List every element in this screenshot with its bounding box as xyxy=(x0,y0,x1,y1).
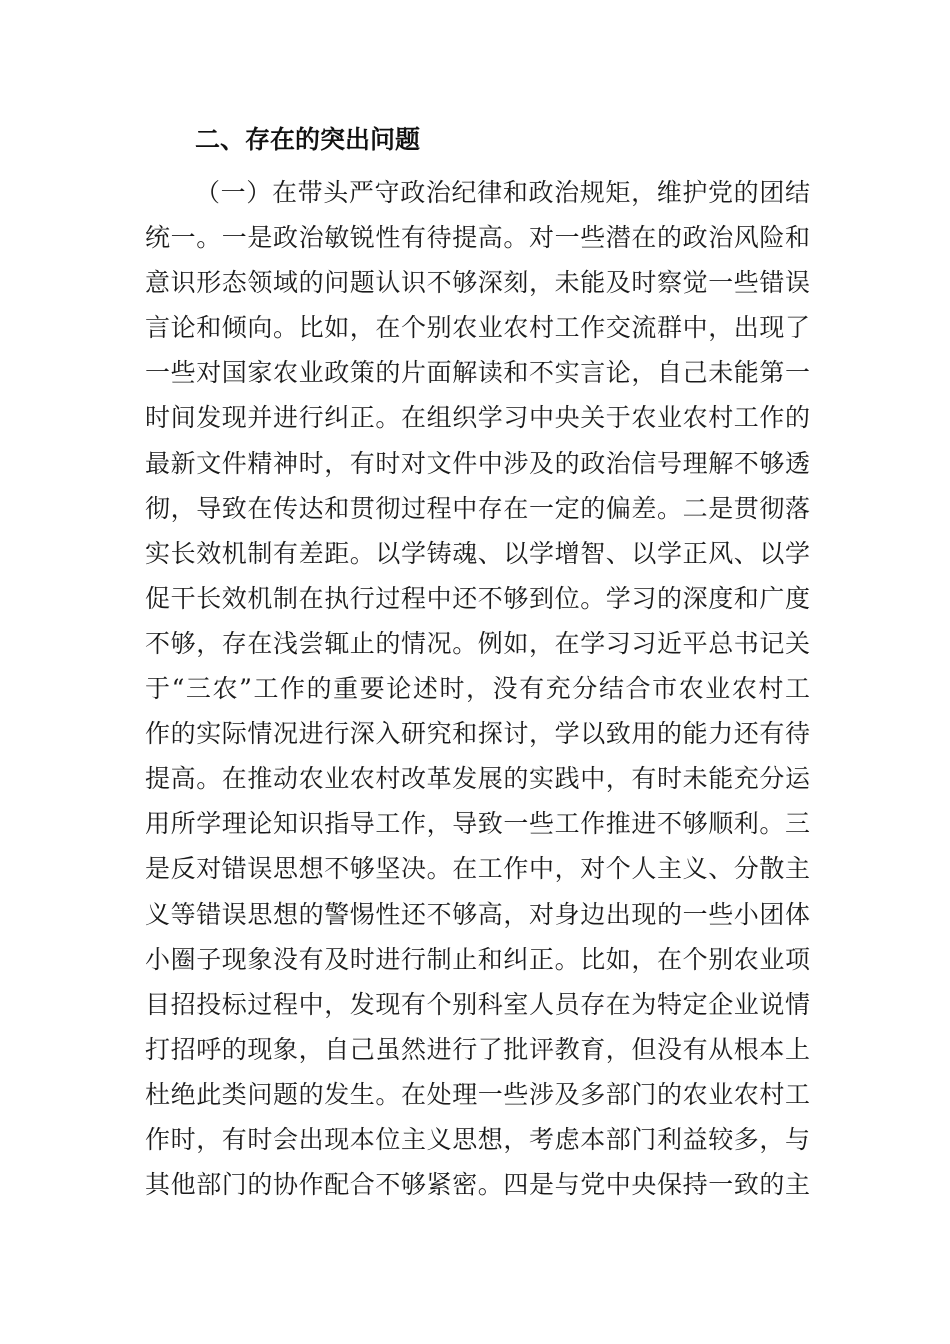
text-line: 用所学理论知识指导工作，导致一些工作推进不够顺利。三 xyxy=(145,809,810,839)
text-line: 是反对错误思想不够坚决。在工作中，对个人主义、分散主 xyxy=(145,854,810,884)
text-line: 不够，存在浅尝辄止的情况。例如，在学习习近平总书记关 xyxy=(145,628,810,658)
text-line: 作的实际情况进行深入研究和探讨，学以致用的能力还有待 xyxy=(145,719,810,749)
section-body xyxy=(145,170,810,1207)
text-line: （一）在带头严守政治纪律和政治规矩，维护党的团结 xyxy=(195,178,810,207)
text-line: 促干长效机制在执行过程中还不够到位。学习的深度和广度 xyxy=(145,583,810,613)
text-line: 其他部门的协作配合不够紧密。四是与党中央保持一致的主 xyxy=(145,1170,810,1200)
text-line: 义等错误思想的警惕性还不够高，对身边出现的一些小团体 xyxy=(145,899,810,929)
text-line: 目招投标过程中，发现有个别科室人员存在为特定企业说情 xyxy=(145,989,810,1019)
text-line: 于“三农”工作的重要论述时，没有充分结合市农业农村工 xyxy=(145,674,810,704)
text-line: 时间发现并进行纠正。在组织学习中央关于农业农村工作的 xyxy=(145,403,810,433)
text-line: 杜绝此类问题的发生。在处理一些涉及多部门的农业农村工 xyxy=(145,1079,810,1109)
text-line: 作时，有时会出现本位主义思想，考虑本部门利益较多，与 xyxy=(145,1124,810,1154)
text-line: 意识形态领域的问题认识不够深刻，未能及时察觉一些错误 xyxy=(145,268,810,298)
text-line: 小圈子现象没有及时进行制止和纠正。比如，在个别农业项 xyxy=(145,944,810,974)
text-line: 打招呼的现象，自己虽然进行了批评教育，但没有从根本上 xyxy=(145,1034,810,1064)
text-line: 统一。一是政治敏锐性有待提高。对一些潜在的政治风险和 xyxy=(145,223,810,253)
text-line: 彻，导致在传达和贯彻过程中存在一定的偏差。二是贯彻落 xyxy=(145,493,810,523)
text-line: 一些对国家农业政策的片面解读和不实言论，自己未能第一 xyxy=(145,358,810,388)
text-line: 实长效机制有差距。以学铸魂、以学增智、以学正风、以学 xyxy=(145,538,810,568)
text-line: 提高。在推动农业农村改革发展的实践中，有时未能充分运 xyxy=(145,764,810,794)
text-line: 最新文件精神时，有时对文件中涉及的政治信号理解不够透 xyxy=(145,448,810,478)
text-line: 言论和倾向。比如，在个别农业农村工作交流群中，出现了 xyxy=(145,313,810,343)
section-heading: 二、存在的突出问题 xyxy=(195,125,421,154)
